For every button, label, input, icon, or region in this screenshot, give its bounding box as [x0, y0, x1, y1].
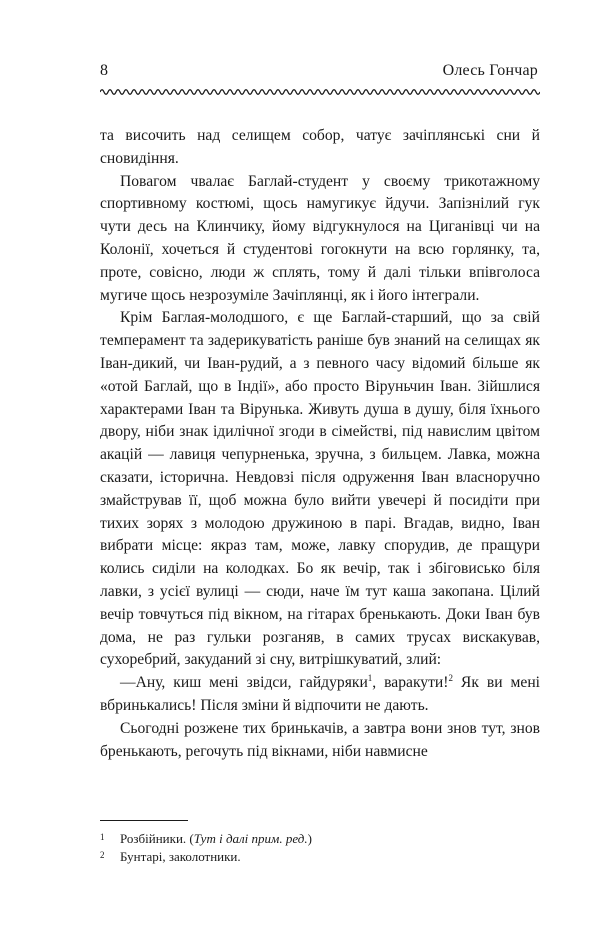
- dialogue-text: —Ану, киш мені звідси, гайдуряки: [120, 674, 368, 692]
- footnote-ref[interactable]: 2: [448, 672, 453, 683]
- footnote: [100, 848, 540, 866]
- paragraph-continuation: та височить над селищем собор, чатує зачіплянські сни й сновидіння.: [100, 127, 540, 167]
- footnote-text-part: Розбійники. (: [120, 831, 194, 846]
- footnote-text-part: Бунтарі, заколотники.: [120, 849, 241, 864]
- page-body: [100, 125, 540, 763]
- footnote-mark: 1: [100, 832, 105, 842]
- running-header: [100, 62, 540, 86]
- footnote-rule: [100, 820, 188, 821]
- footnote-text: [120, 830, 312, 848]
- wavy-divider: [100, 86, 540, 98]
- dialogue-text: , варакути!: [372, 674, 449, 692]
- author-name: Олесь Гончар: [442, 62, 538, 79]
- paragraph: Повагом чвалає Баглай-студент у своєму трикотажному спортивному костюмі, щось намугикує йдучи. Запізнілий гук чути десь на Клинчику, йому відгукнулося на Циганівці чи на Колонії, хочеться й студентові гогокнути на всю горлянку, та, проте, совісно, люди ж сплять, тому й далі тільки впівголоса мугиче щось незрозуміле Зачіплянці, як і його інтеграли.: [100, 172, 540, 304]
- page-number: 8: [100, 62, 108, 79]
- footnote-mark: 2: [100, 850, 105, 860]
- footnote: [100, 830, 540, 848]
- dialogue-text: Як ви мені вбринькались! Після зміни й відпочити не дають.: [100, 674, 540, 714]
- footnote-ref[interactable]: 1: [367, 672, 373, 683]
- dialogue-paragraph: [100, 672, 540, 718]
- paragraph: Сьогодні розжене тих бринькачів, а завтра вони знов тут, знов бренькають, регочуть під вікнами, ніби навмисне: [100, 719, 540, 760]
- footnote-text-part: ): [307, 831, 312, 846]
- paragraph: Крім Баглая-молодшого, є ще Баглай-старший, що за свій темперамент та задерикуватість раніше був знаний на селищах як Іван-дикий, чи Іван-рудий, а з певного часу відомий більше як «отой Баглай, що в Індії», або просто Віруньчин Іван. Зійшлися характерами Іван та Вірунька. Живуть душа в душу, біля їхнього двору, ніби знак ідилічної згоди в сімействі, під навислим цвітом акацій — лавиця чепурненька, зручна, з бильцем. Лавка, можна сказати, історична. Невдовзі після одруження Іван власноручно змайстрував її, щоб можна було вийти увечері й посидіти при тихих зорях з молодою дружиною в парі. Вгадав, видно, Іван вибрати місце: якраз там, може, лавку спорудив, де пращури колись сиділи на колодках. Бо як вечір, так і збіговисько біля лавки, з усієї вулиці — сюди, наче їм тут каша закопана. Цілий вечір товчуться під вікном, на гітарах бренькають. Доки Іван був дома, не раз гульки розганяв, в самих трусах вискакував, сухоребрий, закуданий зі сну, витрішкуватий, злий:: [100, 309, 540, 669]
- footnote-text: [120, 848, 241, 866]
- footnotes: [100, 830, 540, 866]
- footnote-italic: Тут і далі прим. ред.: [193, 831, 308, 846]
